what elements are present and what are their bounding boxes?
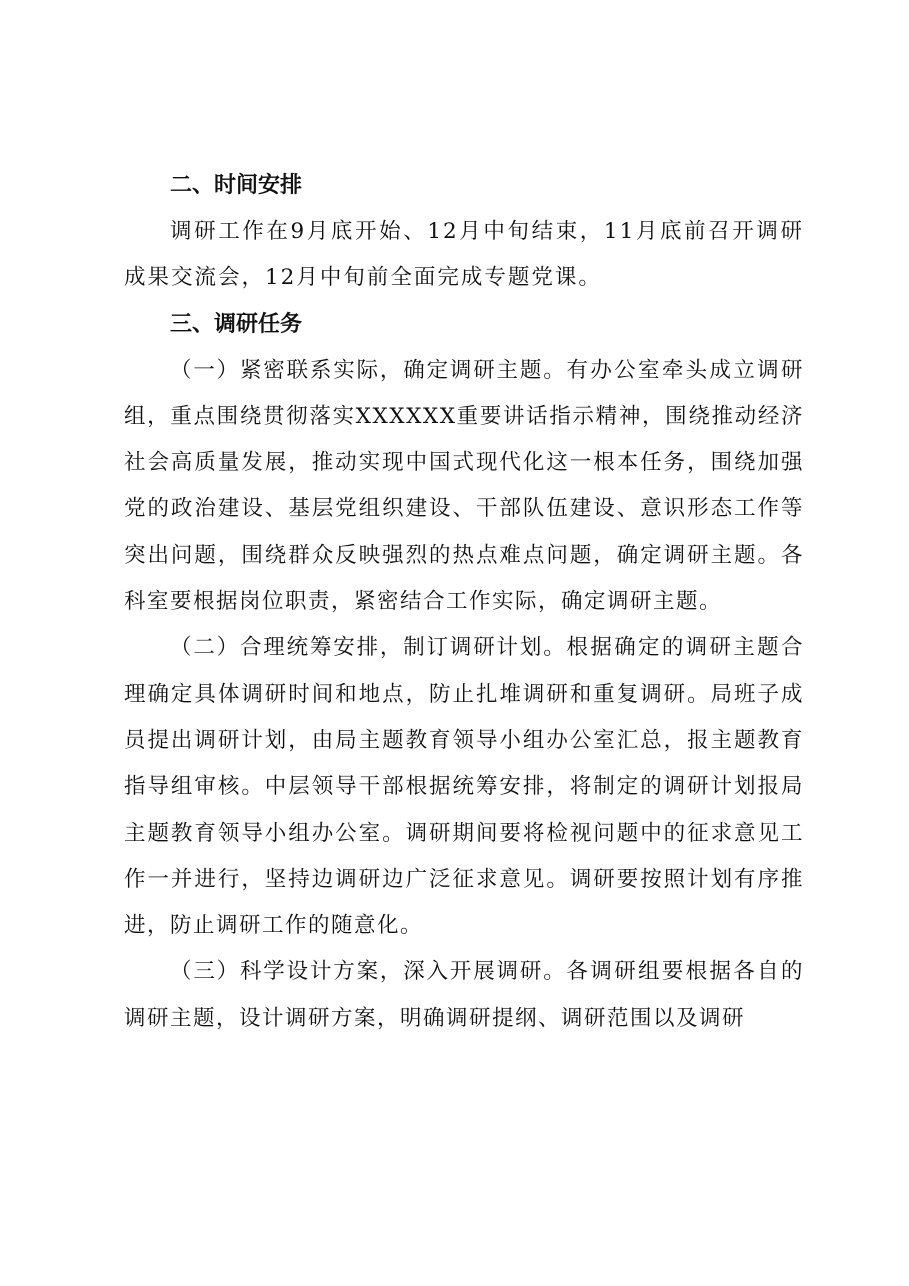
section-heading-tasks: 三、调研任务 bbox=[170, 311, 303, 337]
task-3-lead: （三）科学设计方案，深入开展调研。 bbox=[170, 959, 567, 985]
task-1-lead: （一）紧密联系实际，确定调研主题。 bbox=[170, 357, 567, 383]
paragraph-task-3 bbox=[124, 949, 804, 1042]
task-2-text: 根据确定的调研主题合理确定具体调研时间和地点，防止扎堆调研和重复调研。局班子成员提出调研计划，由局主题教育领导小组办公室汇总，报主题教育指导组审核。中层领导干部根据统筹安排，将制定的调研计划报局主题教育领导小组办公室。调研期间要将检视问题中的征求意见工作一并进行，坚持边调研边广泛征求意见。调研要按照计划有序推进，防止调研工作的随意化。 bbox=[124, 635, 804, 939]
task-2-lead: （二）合理统筹安排，制订调研计划。 bbox=[170, 635, 567, 661]
section-heading-schedule: 二、时间安排 bbox=[170, 173, 303, 198]
task-1-text: 有办公室牵头成立调研组，重点围绕贯彻落实XXXXXX重要讲话指示精神，围绕推动经济社会高质量发展，推动实现中国式现代化这一根本任务，围绕加强党的政治建设、基层党组织建设、干部队伍建设、意识形态工作等突出问题，围绕群众反映强烈的热点难点问题，确定调研主题。各科室要根据岗位职责，紧密结合工作实际，确定调研主题。 bbox=[124, 357, 804, 615]
task-3-text: 各调研组要根据各自的调研主题，设计调研方案，明确调研提纲、调研范围以及调研 bbox=[124, 959, 804, 1031]
paragraph-schedule: 调研工作在9月底开始、12月中旬结束，11月底前召开调研成果交流会，12月中旬前全面完成专题党课。 bbox=[124, 219, 804, 291]
paragraph-task-1 bbox=[124, 348, 804, 626]
document-body bbox=[124, 163, 804, 1042]
paragraph-task-2 bbox=[124, 625, 804, 949]
